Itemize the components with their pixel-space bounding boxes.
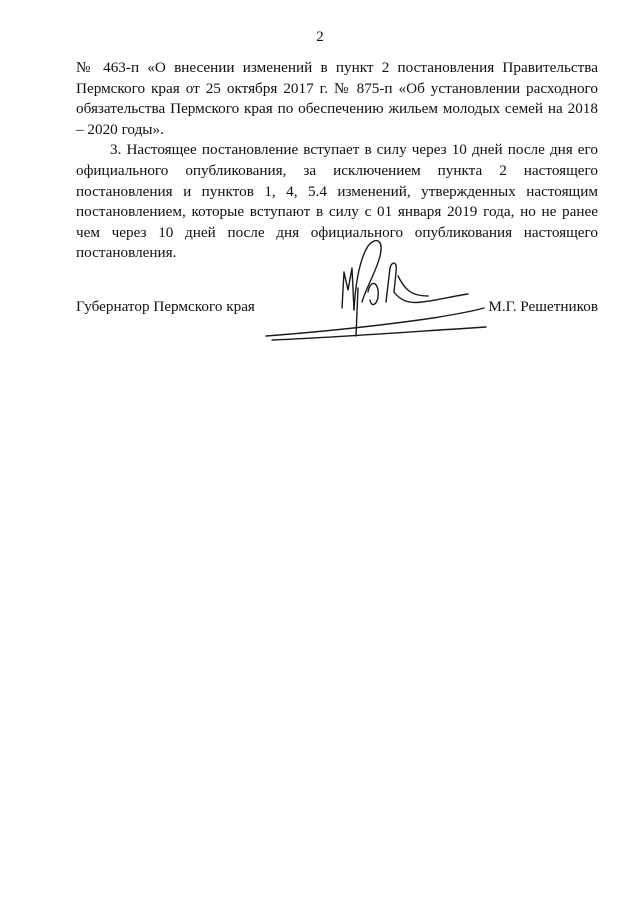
handwritten-signature	[258, 232, 494, 348]
paragraph-continuation: № 463-п «О внесении изменений в пункт 2 постановления Правительства Пермского края от 25 октября 2017 г. № 875-п «Об установлении расходного обязательства Пермского края по обеспечению жильем молодых семей на 2018 – 2020 годы».	[76, 59, 598, 138]
signatory-name: М.Г. Решетников	[488, 298, 598, 315]
signatory-title: Губернатор Пермского края	[76, 298, 255, 315]
page-number: 2	[316, 29, 324, 45]
paragraph-clause-3: 3. Настоящее постановление вступает в силу через 10 дней после дня его официального опубликования, за исключением пункта 2 настоящего постановления и пунктов 1, 4, 5.4 изменений, утвержденных настоящим постановлением, которые вступают в силу с 01 января 2019 года, но не ранее чем через 10 дней после дня официального опубликования настоящего постановления.	[76, 141, 598, 262]
